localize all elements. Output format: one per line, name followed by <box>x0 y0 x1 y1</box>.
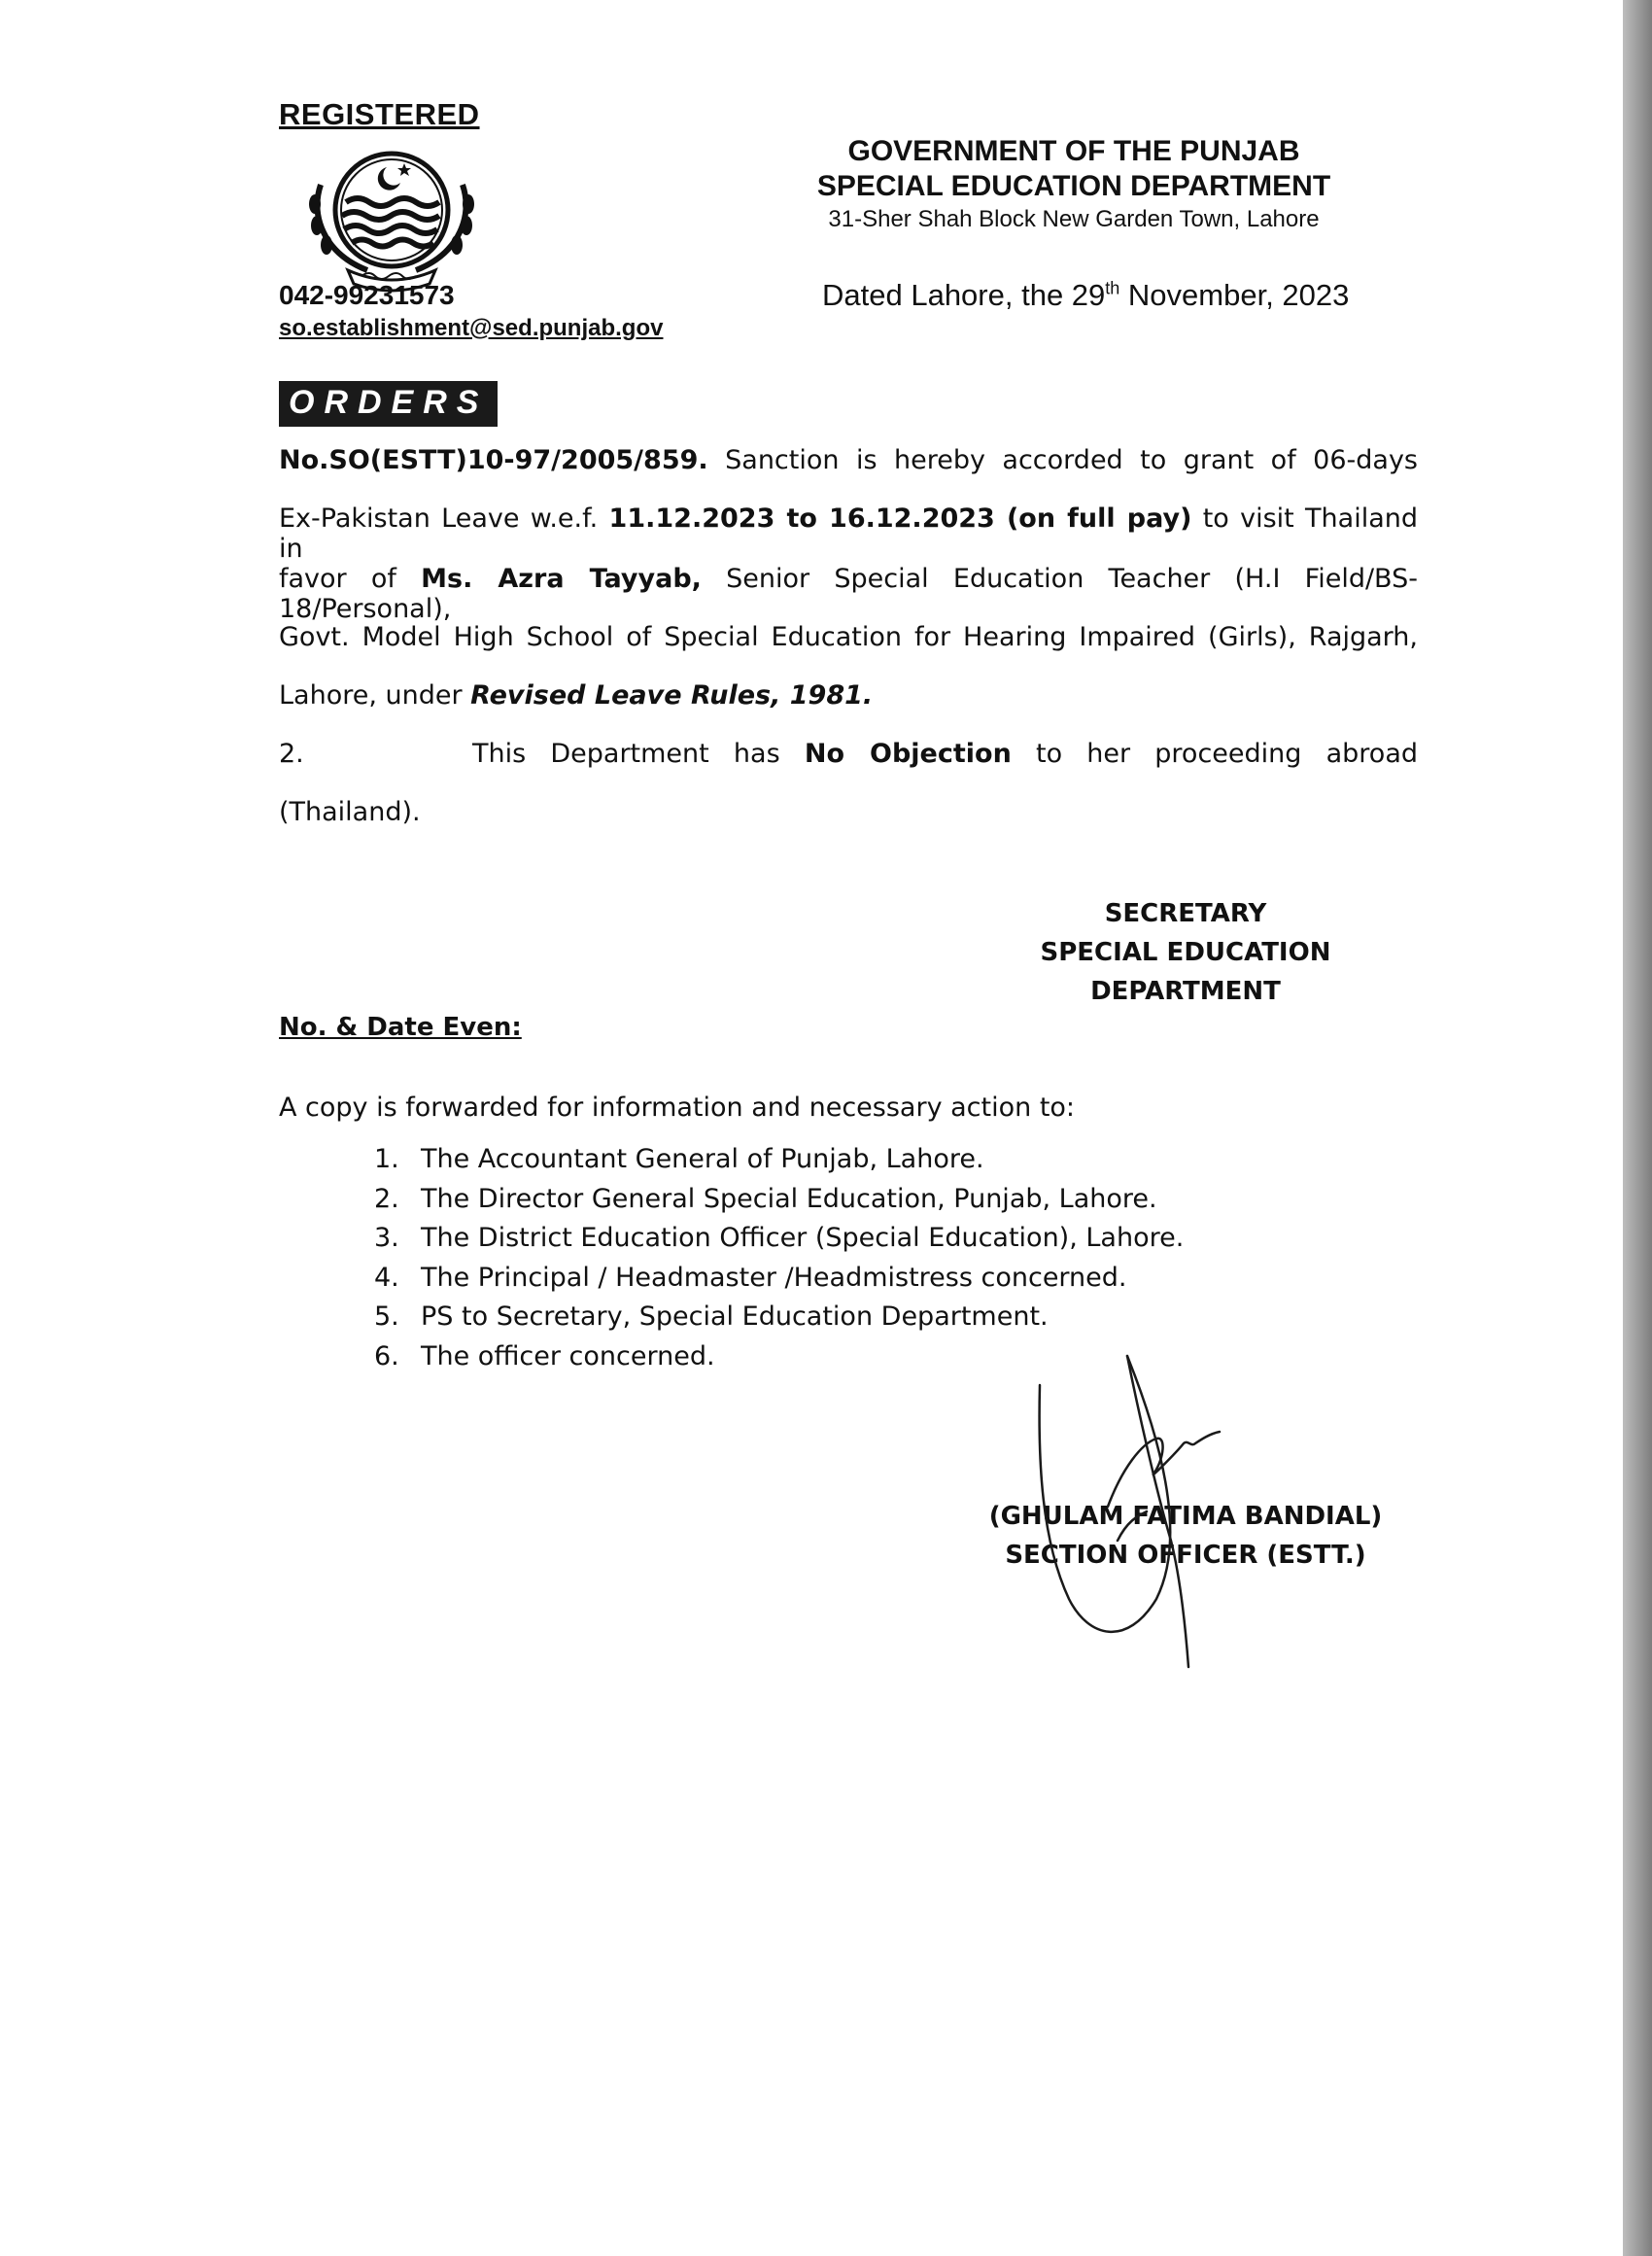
para-2-line-2: (Thailand). <box>279 797 421 827</box>
order-line-4: Govt. Model High School of Special Education for Hearing Impaired (Girls), Rajgarh, <box>279 622 1418 652</box>
signatory-name: (GHULAM FATIMA BANDIAL) <box>988 1502 1383 1531</box>
list-item: 3. The District Education Officer (Special Education), Lahore. <box>374 1223 1185 1253</box>
punjab-government-seal-icon <box>292 146 492 297</box>
leave-rules: Revised Leave Rules, 1981. <box>470 680 874 711</box>
department-address: 31-Sher Shah Block New Garden Town, Lahore <box>828 206 1320 232</box>
government-title: GOVERNMENT OF THE PUNJAB <box>847 135 1300 167</box>
department-title: SPECIAL EDUCATION DEPARTMENT <box>816 170 1331 202</box>
order-line-1: No.SO(ESTT)10-97/2005/859. Sanction is hereby accorded to grant of 06-days <box>279 445 1418 475</box>
order-line-3: favor of Ms. Azra Tayyab, Senior Special Education Teacher (H.I Field/BS-18/Personal), <box>279 564 1418 624</box>
para-2-line-1: This Department has No Objection to her proceeding abroad <box>472 739 1418 769</box>
secretary-block: SECRETARY SPECIAL EDUCATION DEPARTMENT <box>1040 899 1331 1006</box>
list-item: 1. The Accountant General of Punjab, Lahore. <box>374 1144 984 1174</box>
list-item: 6. The officer concerned. <box>374 1340 715 1371</box>
phone-number: 042-99231573 <box>279 280 455 310</box>
para-2-number: 2. <box>279 739 304 769</box>
email-address: so.establishment@sed.punjab.gov <box>279 315 664 341</box>
registered-label: REGISTERED <box>279 97 480 131</box>
handwritten-signature-icon <box>1011 1346 1263 1677</box>
copy-intro: A copy is forwarded for information and necessary action to: <box>279 1093 1076 1123</box>
signatory-designation: SECTION OFFICER (ESTT.) <box>1005 1541 1366 1570</box>
letterhead-header <box>768 134 1380 235</box>
scan-edge <box>1623 0 1652 2256</box>
copy-recipients-list <box>374 1140 1184 1376</box>
order-line-5: Lahore, under Revised Leave Rules, 1981. <box>279 680 874 711</box>
orders-heading: ORDERS <box>279 381 498 427</box>
employee-name: Ms. Azra Tayyab, <box>421 564 702 594</box>
list-item: 2. The Director General Special Education, Punjab, Lahore. <box>374 1183 1157 1214</box>
list-item: 5. PS to Secretary, Special Education Department. <box>374 1302 1049 1332</box>
date-line: Dated Lahore, the 29th November, 2023 <box>822 278 1350 312</box>
leave-dates: 11.12.2023 to 16.12.2023 (on full pay) <box>608 503 1192 534</box>
order-line-2: Ex-Pakistan Leave w.e.f. 11.12.2023 to 16.12.2023 (on full pay) to visit Thailand in <box>279 503 1418 564</box>
no-objection: No Objection <box>804 739 1012 769</box>
list-item: 4. The Principal / Headmaster /Headmistress concerned. <box>374 1262 1127 1293</box>
no-date-even: No. & Date Even: <box>279 1013 522 1042</box>
order-number: No.SO(ESTT)10-97/2005/859. <box>279 445 708 475</box>
